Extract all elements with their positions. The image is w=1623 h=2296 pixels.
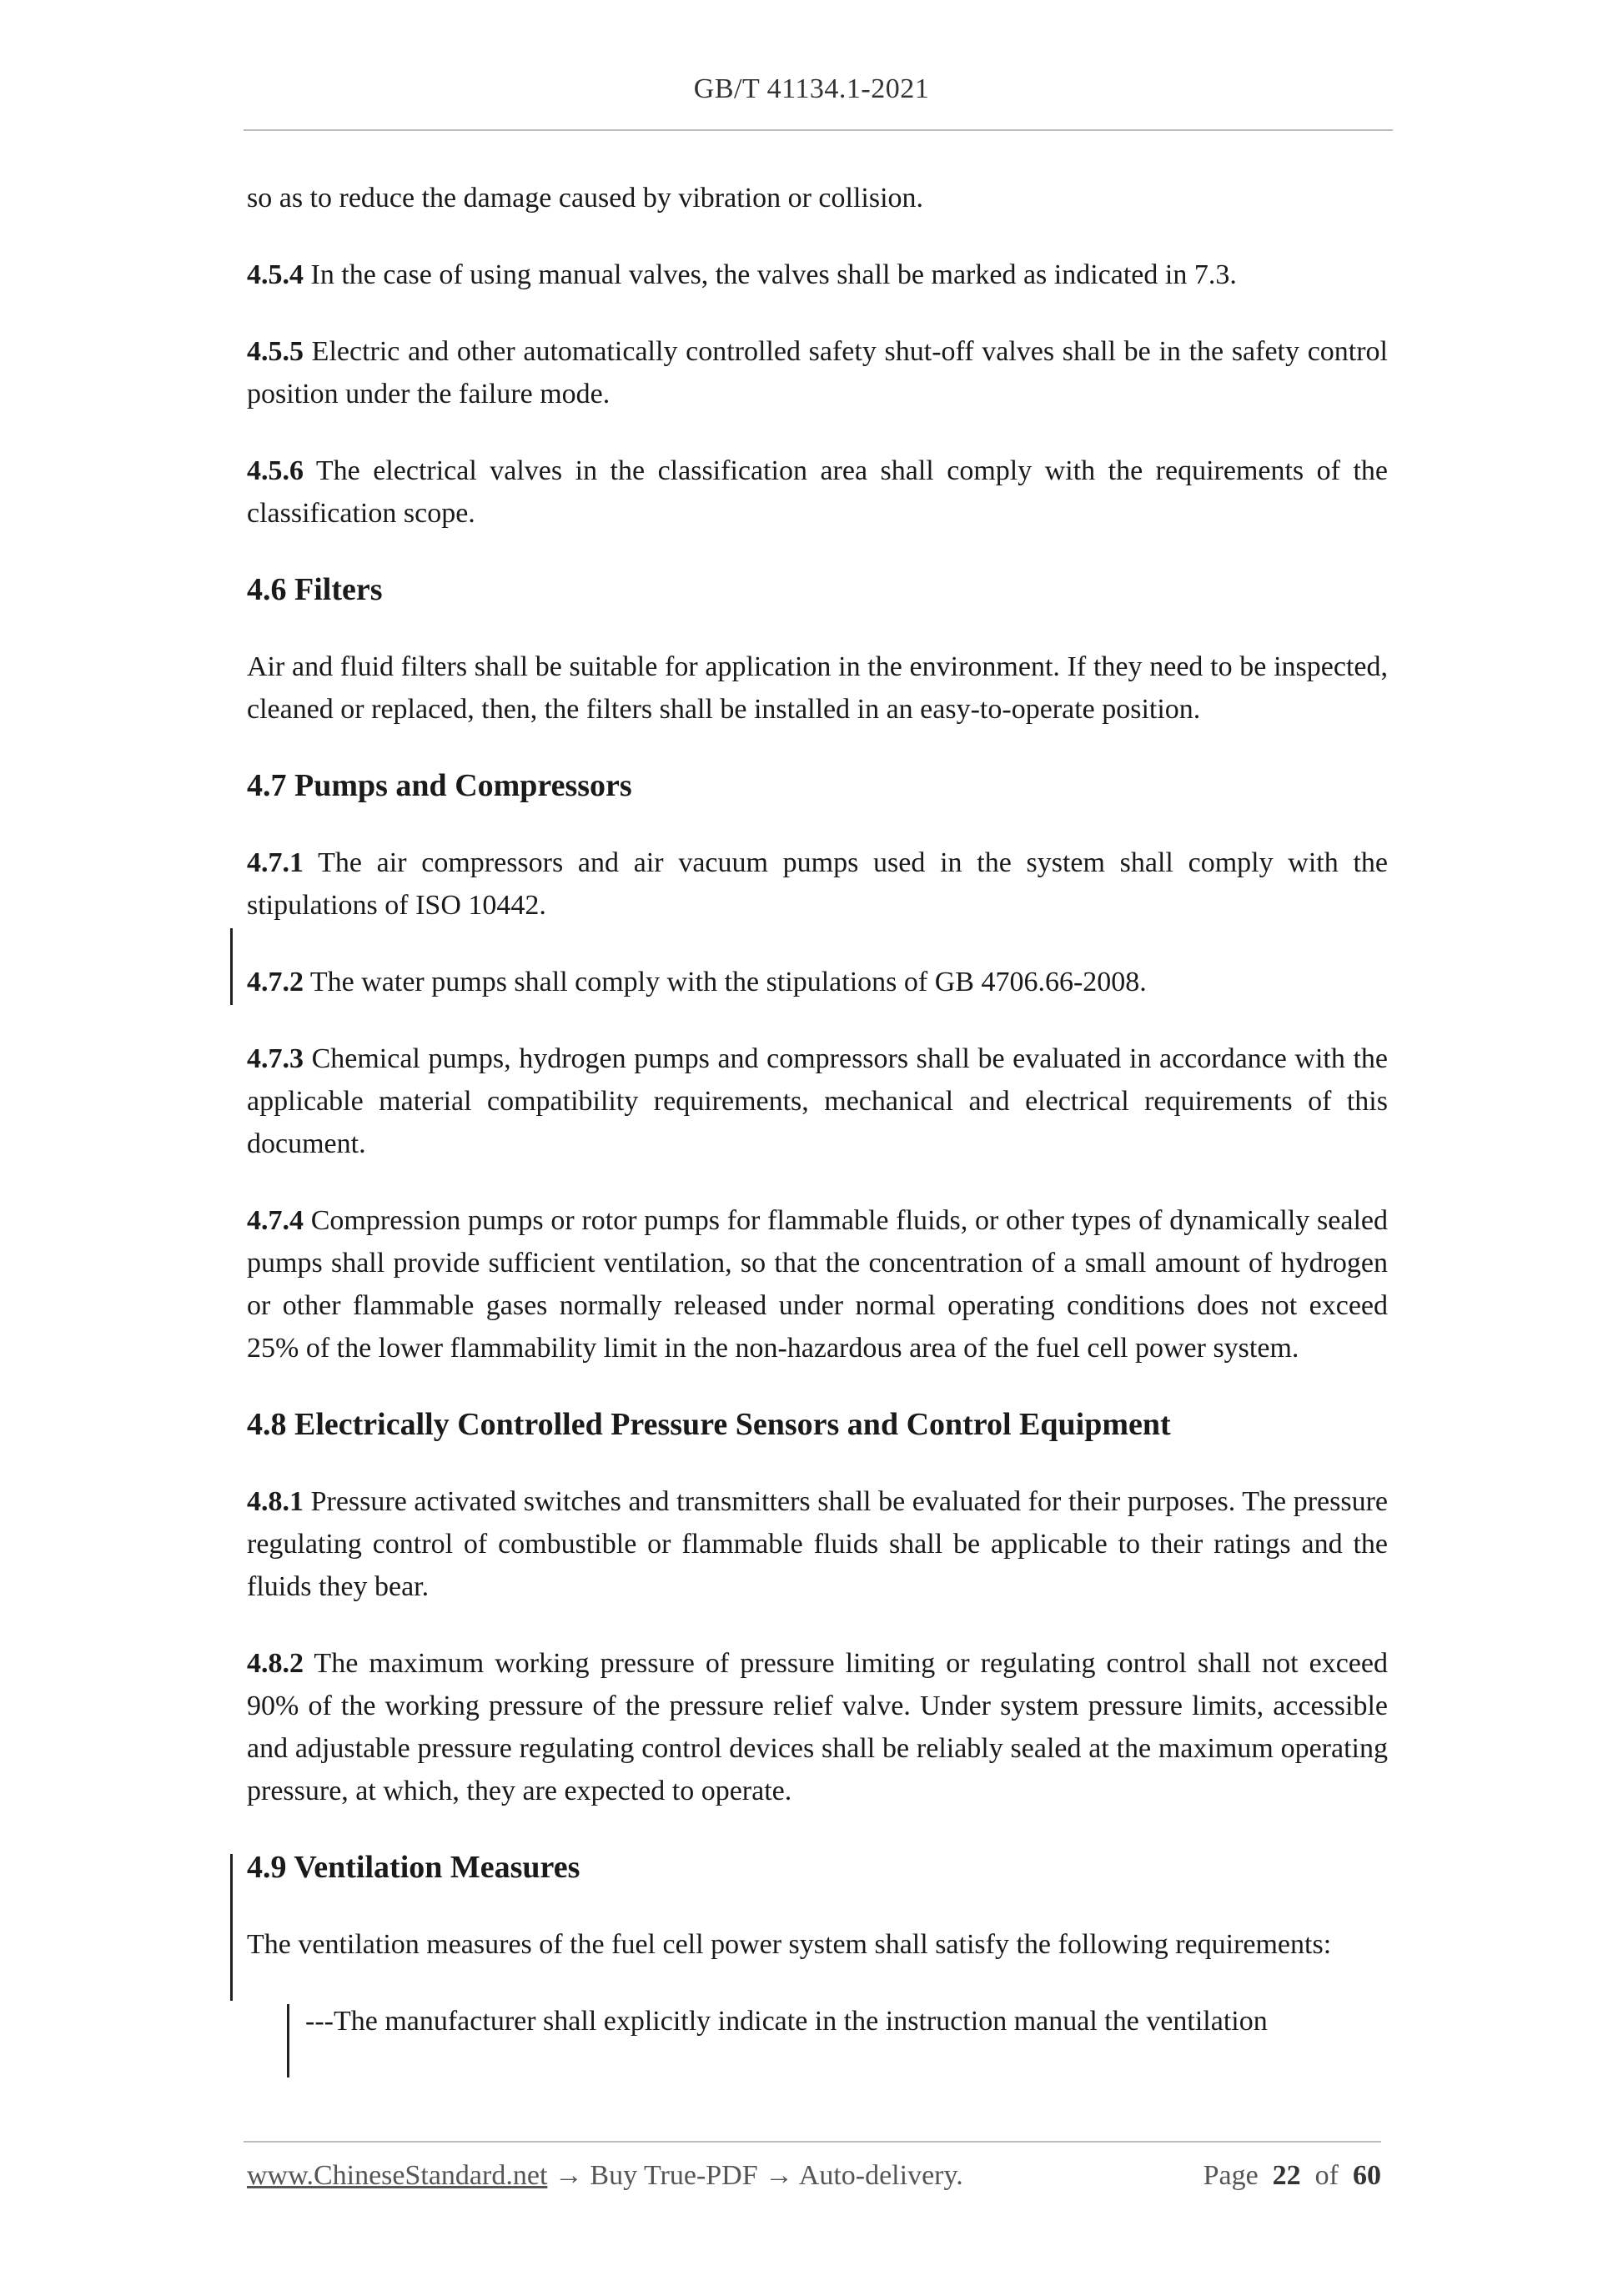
section-heading-4-6: 4.6 Filters (247, 572, 383, 607)
section-4-9-paragraph: The ventilation measures of the fuel cell power system shall satisfy the following requirements: (247, 1929, 1332, 1960)
auto-delivery-text: Auto-delivery. (798, 2160, 963, 2191)
clause-4-8-2 (247, 1642, 1388, 1812)
clause-text: The air compressors and air vacuum pumps used in the system shall comply with the stipulations of ISO 10442. (247, 847, 1388, 921)
clause-4-5-5 (247, 330, 1388, 415)
buy-true-pdf-text: Buy True-PDF (590, 2160, 758, 2191)
page-indicator (1203, 2160, 1381, 2192)
clause-number: 4.7.2 (247, 967, 304, 997)
clause-number: 4.5.6 (247, 455, 304, 486)
arrow-right-icon: → (547, 2160, 590, 2191)
clause-number: 4.7.3 (247, 1043, 304, 1074)
clause-number: 4.8.2 (247, 1648, 304, 1679)
clause-number: 4.5.4 (247, 259, 304, 290)
continuation-paragraph: so as to reduce the damage caused by vibration or collision. (247, 183, 924, 214)
section-heading-4-8: 4.8 Electrically Controlled Pressure Sensors and Control Equipment (247, 1407, 1171, 1442)
of-label: of (1314, 2160, 1339, 2191)
site-link[interactable]: www.ChineseStandard.net (247, 2160, 548, 2191)
clause-text: The maximum working pressure of pressure limiting or regulating control shall not exceed 90% of the working pressure of the pressure relief valve. Under system pressure limits, accessible and adjustable pressure regulating control devices shall be reliably sealed at the maximum operating pressure, at which, they are expected to operate. (247, 1648, 1388, 1806)
footer-promo (247, 2160, 963, 2192)
section-heading-4-7: 4.7 Pumps and Compressors (247, 768, 632, 803)
clause-text: Electric and other automatically controlled safety shut-off valves shall be in the safety control position under the failure mode. (247, 336, 1388, 409)
clause-4-5-4 (247, 254, 1388, 296)
revision-bar (230, 928, 233, 1005)
page-label: Page (1203, 2160, 1259, 2191)
clause-4-8-1 (247, 1480, 1388, 1608)
clause-text: The water pumps shall comply with the stipulations of GB 4706.66-2008. (304, 967, 1147, 997)
clause-number: 4.7.4 (247, 1205, 304, 1236)
clause-4-7-2 (247, 961, 1388, 1003)
clause-text: Compression pumps or rotor pumps for flammable fluids, or other types of dynamically sealed pumps shall provide sufficient ventilation, so that the concentration of a small amount of hydrogen or other flammable gases normally released under normal operating conditions does not exceed 25% of the lower flammability limit in the non-hazardous area of the fuel cell power system. (247, 1205, 1388, 1364)
standard-code-header: GB/T 41134.1-2021 (693, 73, 930, 104)
clause-text: Chemical pumps, hydrogen pumps and compressors shall be evaluated in accordance with the applicable material compatibility requirements, mechanical and electrical requirements of this document. (247, 1043, 1388, 1159)
section-4-9-list-item: ---The manufacturer shall explicitly indicate in the instruction manual the ventilation (305, 2006, 1268, 2037)
clause-text: Pressure activated switches and transmitters shall be evaluated for their purposes. The pressure regulating control of combustible or flammable fluids shall be applicable to their ratings and the fluids they bear. (247, 1486, 1388, 1602)
clause-text: The electrical valves in the classification area shall comply with the requirements of the classification scope. (247, 455, 1388, 529)
page-footer (247, 2160, 1381, 2202)
section-4-6-paragraph: Air and fluid filters shall be suitable for application in the environment. If they need to be inspected, cleaned or replaced, then, the filters shall be installed in an easy-to-operate position. (247, 651, 1388, 725)
clause-4-7-1 (247, 842, 1388, 927)
clause-4-7-3 (247, 1037, 1388, 1165)
footer-divider (244, 2141, 1381, 2143)
arrow-right-icon: → (757, 2160, 799, 2191)
page-content (247, 177, 1388, 2077)
clause-number: 4.5.5 (247, 336, 304, 367)
clause-number: 4.7.1 (247, 847, 304, 878)
current-page-number: 22 (1272, 2160, 1301, 2191)
header-divider (244, 129, 1393, 131)
revision-bar (230, 1854, 233, 2001)
clause-4-5-6 (247, 450, 1388, 535)
clause-text: In the case of using manual valves, the valves shall be marked as indicated in 7.3. (304, 259, 1237, 290)
clause-number: 4.8.1 (247, 1486, 304, 1517)
clause-4-7-4 (247, 1199, 1388, 1369)
section-heading-4-9: 4.9 Ventilation Measures (247, 1850, 580, 1885)
total-pages: 60 (1353, 2160, 1381, 2191)
